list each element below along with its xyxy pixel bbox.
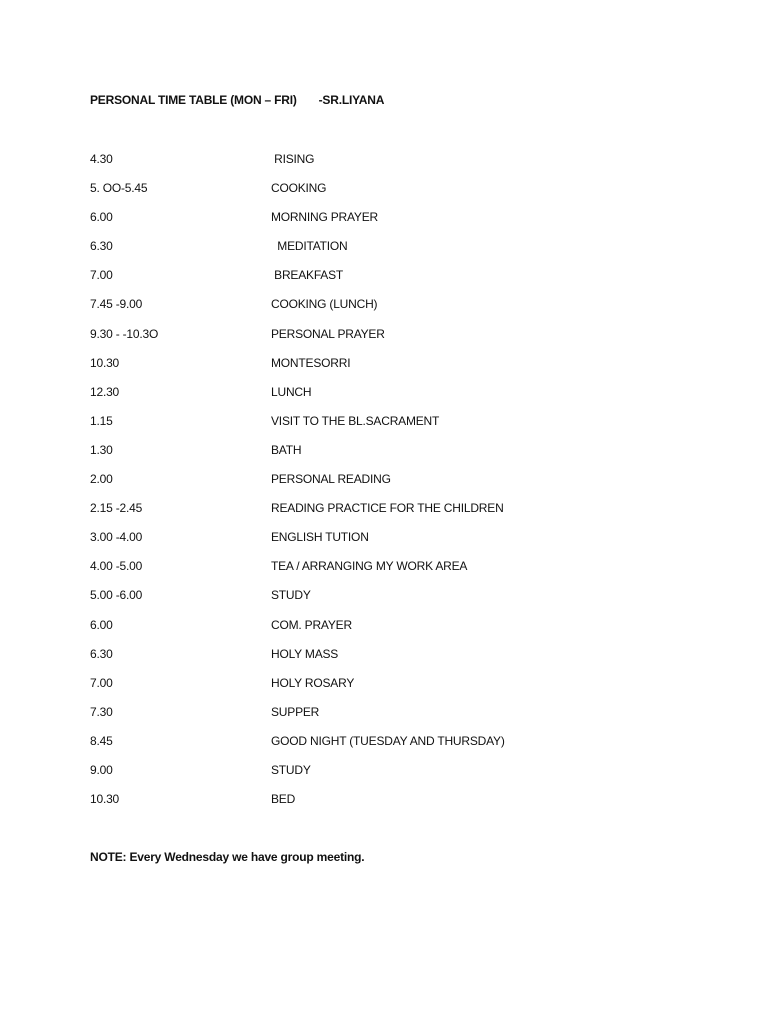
schedule-row	[90, 209, 690, 238]
schedule-time: 9.30 - -10.3O	[90, 326, 159, 341]
schedule-list	[90, 151, 690, 820]
schedule-row	[90, 471, 690, 500]
schedule-activity: TEA / ARRANGING MY WORK AREA	[271, 559, 468, 574]
schedule-time: 1.30	[90, 442, 113, 457]
schedule-time: 7.30	[90, 704, 113, 719]
schedule-activity: RISING	[271, 152, 315, 166]
schedule-row	[90, 704, 690, 733]
schedule-row	[90, 151, 690, 180]
schedule-time: 9.00	[90, 762, 113, 777]
schedule-activity: ENGLISH TUTION	[271, 530, 369, 545]
schedule-activity: PERSONAL READING	[271, 472, 391, 487]
schedule-time: 5.00 -6.00	[90, 588, 143, 603]
schedule-time: 5. OO-5.45	[90, 181, 148, 196]
schedule-activity: BED	[271, 792, 296, 807]
schedule-activity: LUNCH	[271, 384, 312, 399]
schedule-time: 6.00	[90, 617, 113, 632]
schedule-activity: MONTESORRI	[271, 355, 351, 370]
schedule-time: 1.15	[90, 413, 113, 428]
schedule-row	[90, 384, 690, 413]
schedule-row	[90, 238, 690, 267]
schedule-time: 7.45 -9.00	[90, 297, 143, 312]
schedule-activity: SUPPER	[271, 704, 320, 719]
schedule-activity: VISIT TO THE BL.SACRAMENT	[271, 413, 440, 428]
schedule-time: 6.30	[90, 646, 113, 661]
schedule-time: 10.30	[90, 355, 120, 370]
schedule-activity: HOLY MASS	[271, 646, 339, 661]
schedule-row	[90, 326, 690, 355]
schedule-row	[90, 413, 690, 442]
schedule-time: 7.00	[90, 268, 113, 283]
schedule-row	[90, 675, 690, 704]
page-title: PERSONAL TIME TABLE (MON – FRI) -SR.LIYANA	[90, 93, 385, 107]
schedule-row	[90, 733, 690, 762]
schedule-row	[90, 791, 690, 820]
schedule-activity: STUDY	[271, 588, 311, 603]
schedule-time: 6.00	[90, 210, 113, 225]
schedule-row	[90, 180, 690, 209]
schedule-row	[90, 500, 690, 529]
schedule-time: 8.45	[90, 733, 113, 748]
schedule-time: 7.00	[90, 675, 113, 690]
schedule-activity: HOLY ROSARY	[271, 675, 355, 690]
schedule-row	[90, 529, 690, 558]
schedule-row	[90, 355, 690, 384]
schedule-time: 4.00 -5.00	[90, 559, 143, 574]
schedule-row	[90, 587, 690, 616]
schedule-row	[90, 296, 690, 325]
schedule-activity: COOKING (LUNCH)	[271, 297, 378, 312]
schedule-row	[90, 442, 690, 471]
schedule-time: 2.15 -2.45	[90, 501, 143, 516]
schedule-row	[90, 762, 690, 791]
schedule-row	[90, 617, 690, 646]
schedule-row	[90, 267, 690, 296]
footer-note: NOTE: Every Wednesday we have group meeting.	[90, 850, 365, 864]
schedule-time: 6.30	[90, 239, 113, 254]
schedule-row	[90, 558, 690, 587]
schedule-activity: COM. PRAYER	[271, 617, 352, 632]
schedule-activity: MEDITATION	[271, 239, 348, 254]
schedule-time: 3.00 -4.00	[90, 530, 143, 545]
schedule-activity: MORNING PRAYER	[271, 210, 378, 225]
schedule-activity: BREAKFAST	[271, 268, 344, 283]
schedule-row	[90, 646, 690, 675]
schedule-activity: BATH	[271, 442, 302, 457]
schedule-time: 2.00	[90, 472, 113, 487]
schedule-time: 10.30	[90, 792, 120, 807]
schedule-activity: PERSONAL PRAYER	[271, 326, 385, 341]
schedule-time: 12.30	[90, 384, 120, 399]
schedule-time: 4.30	[90, 152, 113, 166]
schedule-activity: GOOD NIGHT (TUESDAY AND THURSDAY)	[271, 733, 505, 748]
schedule-activity: COOKING	[271, 181, 327, 196]
schedule-activity: READING PRACTICE FOR THE CHILDREN	[271, 501, 504, 516]
schedule-activity: STUDY	[271, 762, 311, 777]
